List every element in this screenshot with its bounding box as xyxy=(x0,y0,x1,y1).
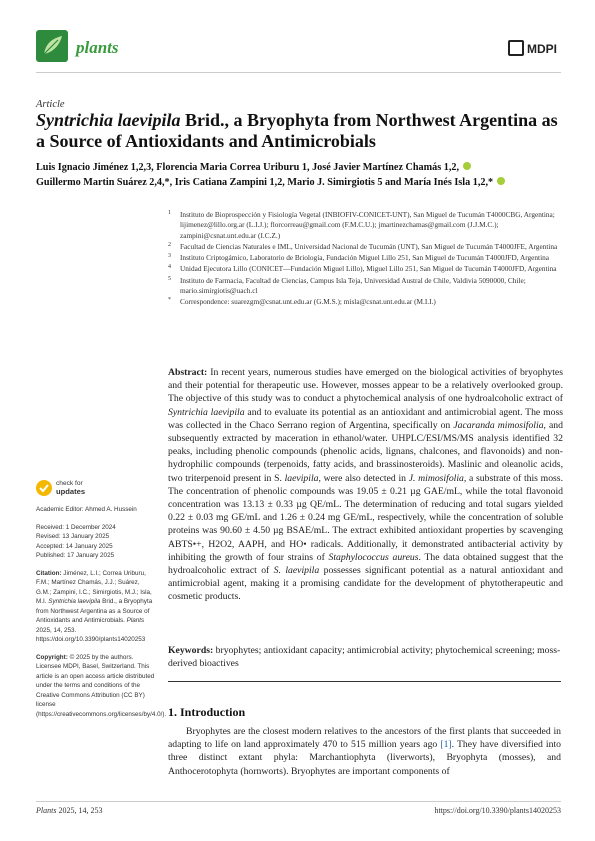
journal-name: plants xyxy=(76,38,119,57)
check-for-updates-button[interactable] xyxy=(56,480,85,495)
abstract-species: Syntrichia laevipila xyxy=(168,406,245,418)
abstract-text: , a substrate of this moss. The concentration of phenolic compounds was 19.05 ± 0.21 µg GAE/mL, while the total flavonoid concentration was 13.13 ± 0.33 µg QE/mL. The determination of reducing and total sugars yielded 0.22 ± 0.03 mg GE/mL and 1.26 ± 0.24 mg GE/mL, respectively, while the concentration of soluble proteins was 90.60 ± 4.50 µg BSAE/mL. The extract exhibited antioxidant properties by scavenging ABTS•+, H2O2, AAPH, and HO• radicals. Additionally, it demonstrated antibacterial activity by inhibiting the growth of four strains of xyxy=(168,472,563,563)
citation-text: Jiménez, L.I.; Correa Uriburu, F.M.; Martínez Chamás, J.J.; Suárez, G.M.; Zampini, I.C.; Simirgiotis, M.J.; Isla, M.I. xyxy=(36,569,152,605)
correspondence-text: Correspondence: suarezgm@csnat.unt.edu.ar (G.M.S.); misla@csnat.unt.edu.ar (M.I.I.) xyxy=(180,297,436,307)
correspondence-item xyxy=(168,297,563,307)
footer-citation xyxy=(36,806,102,815)
mdpi-logo-icon xyxy=(508,40,524,56)
affiliations xyxy=(168,210,563,309)
section-text: Bryophytes are the closest modern relatives to the ancestors of the first plants that succeeded in adapting to life on land approximately 470 to 515 million years ago xyxy=(168,726,561,751)
abstract-text: and to evaluate its potential as an antioxidant and antimicrobial agent. The moss was collected in the Chaco Serrano region of Argentina, specifically on xyxy=(168,406,563,431)
article-title xyxy=(36,110,561,152)
reference-link[interactable]: [1] xyxy=(440,739,452,751)
abstract-species: J. mimosifolia xyxy=(408,472,464,484)
header-divider xyxy=(36,72,561,73)
dates-block xyxy=(36,523,156,561)
section-body xyxy=(168,725,561,778)
orcid-icon[interactable] xyxy=(463,162,471,170)
author-line-1-text: Luis Ignacio Jiménez 1,2,3, Florencia Maria Correa Uriburu 1, José Javier Martínez Chamás 1,2, xyxy=(36,162,460,173)
article-sidebar xyxy=(36,505,167,727)
affiliation-number: 2 xyxy=(168,241,171,248)
footer-divider xyxy=(36,801,561,802)
affiliation-text: Instituto de Farmacia, Facultad de Ciencias, Campus Isla Teja, Universidad Austral de Chile, Valdivia 5090000, Chile; mario.simirgiotis@uach.cl xyxy=(180,275,526,296)
abstract-species: Jacaranda mimosifolia xyxy=(453,419,544,431)
orcid-icon[interactable] xyxy=(497,177,505,185)
abstract-species: S. laevipila xyxy=(273,565,320,577)
title-species: Syntrichia laevipila xyxy=(36,110,181,130)
keywords xyxy=(168,644,563,670)
affiliation-text: Instituto Criptogámico, Laboratorio de Briología, Fundación Miguel Lillo 251, San Miguel de Tucumán T4000JFD, Argentina xyxy=(180,253,550,263)
author-line-1 xyxy=(36,160,561,175)
copyright-label: Copyright: xyxy=(36,653,68,661)
check-updates-line2: updates xyxy=(56,486,86,496)
article-type: Article xyxy=(36,99,65,110)
affiliation-number: 4 xyxy=(168,264,171,271)
affiliation-item xyxy=(168,276,563,297)
affiliation-number: * xyxy=(168,297,171,304)
abstract-text: . The data obtained suggest that the hydroalcoholic extract of xyxy=(168,551,563,577)
copyright-block xyxy=(36,653,167,720)
affiliation-text: Instituto de Bioprospección y Fisiología Vegetal (INBIOFIV-CONICET-UNT), San Miguel de Tucumán T4000CBG, Argentina; lijimenez@lillo.org.ar (L.I.J.); florcorreau@gmail.com (F.M.C.U.); jmartinezchamas@gmail.com (J.J.M.C.); zampini@csnat.unt.edu.ar (I.C.Z.) xyxy=(180,210,555,240)
citation-text: Brid., a Bryophyta from Northwest Argentina as a Source of Antioxidants and Antimicrobials. xyxy=(36,598,153,624)
author-line-2 xyxy=(36,175,561,190)
abstract-label: Abstract: xyxy=(168,367,208,378)
publisher-logo xyxy=(508,40,557,56)
abstract-species: laevipila xyxy=(284,472,319,484)
section-heading: 1. Introduction xyxy=(168,705,246,719)
affiliation-item xyxy=(168,210,563,241)
footer-doi-link[interactable]: https://doi.org/10.3390/plants14020253 xyxy=(434,806,561,815)
section-divider xyxy=(168,681,561,682)
abstract xyxy=(168,366,563,604)
affiliation-text: Unidad Ejecutora Lillo (CONICET—Fundación Miguel Lillo), Miguel Lillo 251, San Miguel de Tucumán T4000JFD, Argentina xyxy=(180,264,557,274)
journal-logo-icon xyxy=(36,30,68,62)
abstract-text: , and subsequently extracted by maceration in ethanol/water. UHPLC/ESI/MS/MS analysis identified 32 peaks, including phenolic compounds (phenolic acids, lignans, chalcones, and flavonoids) and non-hydrophilic compounds (terpenoids, fatty acids, and brassinosteroids). Maslinic and oleanolic acids, two triterpenoid present in S. xyxy=(168,419,563,484)
accepted-date: Accepted: 14 January 2025 xyxy=(36,542,113,550)
affiliation-item xyxy=(168,242,563,252)
abstract-text: possesses significant potential as a natural antioxidant and antimicrobial agent, making it a promising candidate for the development of phytotherapeutic and cosmetic products. xyxy=(168,565,564,603)
footer-journal: Plants xyxy=(36,806,57,815)
abstract-text: , were also detected in xyxy=(318,472,409,484)
affiliation-text: Facultad de Ciencias Naturales e IML, Universidad Nacional de Tucumán (UNT), San Miguel de Tucumán T4000JFE, Argentina xyxy=(180,241,558,251)
citation-block xyxy=(36,569,156,645)
keywords-text: bryophytes; antioxidant capacity; antimicrobial activity; phytochemical screening; moss-derived bioactives xyxy=(168,645,561,670)
abstract-species: Staphylococcus aureus xyxy=(328,551,419,563)
affiliation-item xyxy=(168,253,563,263)
revised-date: Revised: 13 January 2025 xyxy=(36,533,110,540)
published-date: Published: 17 January 2025 xyxy=(36,552,115,559)
keywords-label: Keywords: xyxy=(168,645,214,656)
citation-label: Citation: xyxy=(36,569,62,577)
section-text: . They have diversified into three distinct extant phyla: Marchantiophyta (liverworts), Bryophyta (mosses), and Anthocerotophyta (hornworts). Bryophytes are important components of xyxy=(168,739,561,777)
publisher-name: MDPI xyxy=(527,42,557,56)
affiliation-item xyxy=(168,264,563,274)
academic-editor: Academic Editor: Ahmed A. Hussein xyxy=(36,506,137,513)
author-list xyxy=(36,160,561,190)
citation-species: Syntrichia laevipila xyxy=(48,598,101,605)
affiliation-number: 5 xyxy=(168,275,171,282)
received-date: Received: 1 December 2024 xyxy=(36,523,116,531)
footer-volume: 2025, 14, 253 xyxy=(56,806,103,815)
citation-doi[interactable]: 2025, 14, 253. https://doi.org/10.3390/plants14020253 xyxy=(36,626,146,643)
title-rest: Brid., a Bryophyta from Northwest Argentina as a Source of Antioxidants and Antimicrobials xyxy=(36,110,558,151)
citation-journal: Plants xyxy=(126,617,145,624)
affiliation-number: 1 xyxy=(168,210,171,216)
author-line-2-text: Guillermo Martin Suárez 2,4,*, Iris Catiana Zampini 1,2, Mario J. Simirgiotis 5 and María Inés Isla 1,2,* xyxy=(36,177,494,188)
check-updates-line1: check for xyxy=(56,480,83,487)
check-for-updates-icon[interactable] xyxy=(36,480,52,496)
affiliation-number: 3 xyxy=(168,253,171,260)
abstract-text: In recent years, numerous studies have emerged on the biological activities of bryophytes and their potential for therapeutic use. However, mosses appear to be a relatively overlooked group. The objective of this study was to conduct a phytochemical analysis of one hydroalcoholic extract of xyxy=(168,367,563,405)
copyright-text: © 2025 by the authors. Licensee MDPI, Basel, Switzerland. This article is an open access article distributed under the terms and conditions of the Creative Commons Attribution (CC BY) license (https://creativecommons.org/licenses/by/4.0/). xyxy=(36,653,167,718)
